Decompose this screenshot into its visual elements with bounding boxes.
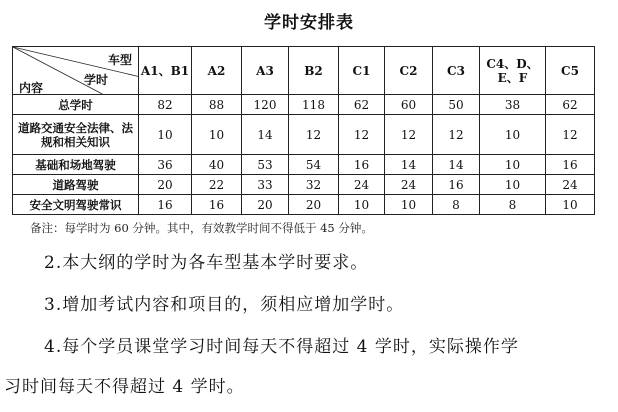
row-label: 道路驾驶 [13,175,139,195]
paragraph-4-line-2: 习时间每天不得超过 4 学时。 [4,377,245,397]
table-cell: 24 [546,175,595,195]
row-label: 总学时 [13,95,139,115]
paragraph-3: 3.增加考试内容和项目的，须相应增加学时。 [44,295,405,315]
table-cell: 10 [192,115,242,155]
table-cell: 16 [139,195,192,215]
header-vehicle-type-label: 车型 [107,53,132,67]
column-header: C4、D、E、F [480,47,546,95]
table-cell: 60 [385,95,433,115]
table-cell: 12 [546,115,595,155]
table-cell: 12 [289,115,339,155]
table-cell: 33 [242,175,289,195]
schedule-table [12,46,595,215]
table-cell: 20 [139,175,192,195]
table-cell: 50 [433,95,480,115]
table-cell: 12 [385,115,433,155]
table-row [13,95,595,115]
table-cell: 14 [242,115,289,155]
table-row [13,175,595,195]
table-cell: 10 [139,115,192,155]
table-cell: 62 [546,95,595,115]
column-header: C5 [546,47,595,95]
table-cell: 10 [546,195,595,215]
table-cell: 53 [242,155,289,175]
row-label: 道路交通安全法律、法规和相关知识 [13,115,139,155]
table-cell: 40 [192,155,242,175]
table-row [13,155,595,175]
column-header: C2 [385,47,433,95]
table-cell: 88 [192,95,242,115]
table-cell: 22 [192,175,242,195]
table-cell: 20 [289,195,339,215]
table-cell: 10 [480,155,546,175]
row-label: 基础和场地驾驶 [13,155,139,175]
table-row [13,115,595,155]
table-cell: 10 [480,175,546,195]
table-cell: 16 [546,155,595,175]
table-cell: 24 [385,175,433,195]
header-hours-label: 学时 [83,73,108,87]
table-cell: 10 [480,115,546,155]
table-cell: 24 [339,175,385,195]
table-cell: 54 [289,155,339,175]
table-footnote: 备注：每学时为 60 分钟。其中，有效教学时间不得低于 45 分钟。 [30,221,373,235]
table-cell: 14 [385,155,433,175]
header-content-label: 内容 [19,81,44,95]
table-cell: 8 [433,195,480,215]
table-cell: 20 [242,195,289,215]
column-header: C1 [339,47,385,95]
table-cell: 16 [433,175,480,195]
column-header: A3 [242,47,289,95]
table-cell: 12 [339,115,385,155]
table-cell: 62 [339,95,385,115]
table-cell: 12 [433,115,480,155]
row-label: 安全文明驾驶常识 [13,195,139,215]
table-cell: 120 [242,95,289,115]
paragraph-4-line-1: 4.每个学员课堂学习时间每天不得超过 4 学时，实际操作学 [44,337,519,357]
column-header: B2 [289,47,339,95]
table-title: 学时安排表 [264,13,354,33]
table-cell: 14 [433,155,480,175]
table-cell: 36 [139,155,192,175]
column-header: C3 [433,47,480,95]
column-header: A2 [192,47,242,95]
table-row [13,195,595,215]
table-cell: 38 [480,95,546,115]
table-cell: 82 [139,95,192,115]
table-cell: 10 [339,195,385,215]
table-cell: 16 [192,195,242,215]
table-cell: 32 [289,175,339,195]
table-cell: 8 [480,195,546,215]
paragraph-2: 2.本大纲的学时为各车型基本学时要求。 [44,253,369,273]
table-cell: 16 [339,155,385,175]
diagonal-header-cell [13,47,139,95]
column-header: A1、B1 [139,47,192,95]
table-cell: 10 [385,195,433,215]
table-cell: 118 [289,95,339,115]
